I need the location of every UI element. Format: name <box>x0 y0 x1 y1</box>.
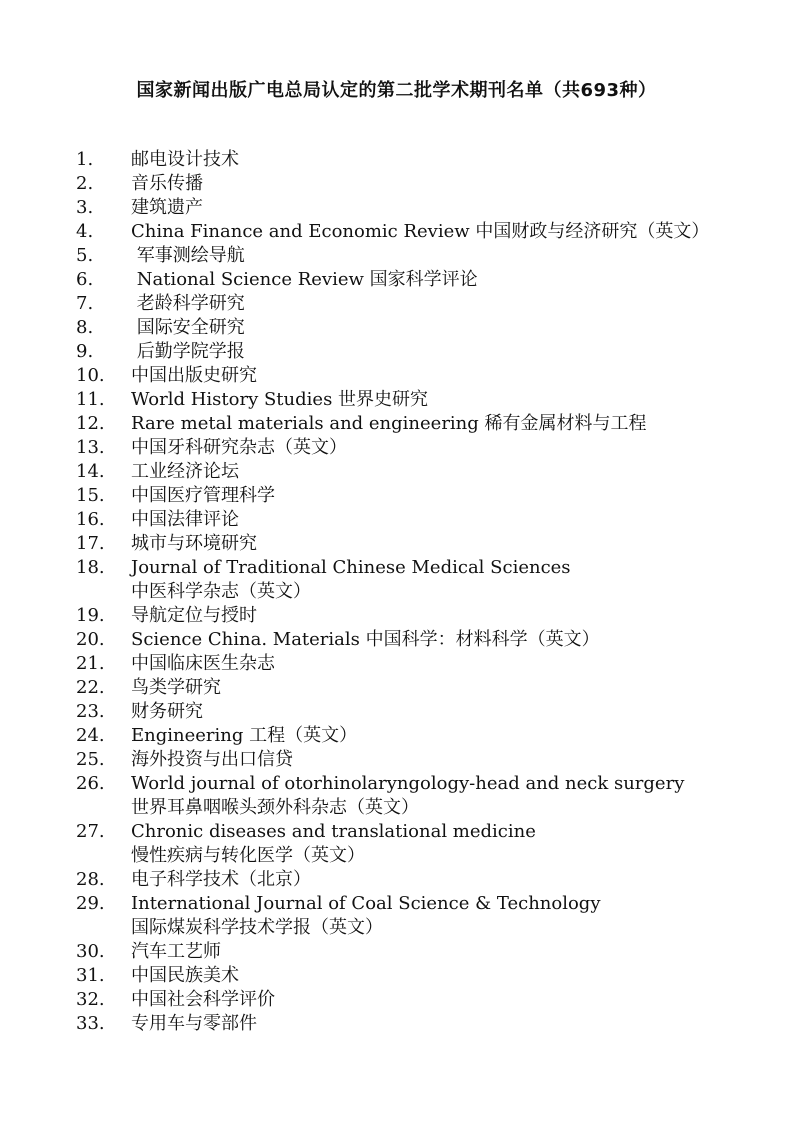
list-item <box>76 388 766 412</box>
list-item <box>76 436 766 460</box>
journal-title-line: 音乐传播 <box>131 173 203 194</box>
item-number: 15. <box>76 485 105 506</box>
item-number: 10. <box>76 365 105 386</box>
item-number: 5. <box>76 245 94 266</box>
list-item <box>76 748 766 772</box>
item-number: 17. <box>76 533 105 554</box>
journal-title-line-2: 慢性疾病与转化医学（英文） <box>131 845 365 866</box>
journal-title <box>131 748 766 772</box>
journal-title <box>131 412 766 436</box>
journal-title <box>131 172 766 196</box>
journal-title <box>131 220 766 244</box>
journal-title-line: Engineering 工程（英文） <box>131 725 358 746</box>
journal-title-line: 邮电设计技术 <box>131 149 239 170</box>
journal-title <box>131 340 766 364</box>
journal-title-line-2: 世界耳鼻咽喉头颈外科杂志（英文） <box>131 797 419 818</box>
journal-title <box>131 988 766 1012</box>
journal-title <box>131 604 766 628</box>
item-number: 1. <box>76 149 94 170</box>
journal-title-line-2: 国际煤炭科学技术学报（英文） <box>131 917 383 938</box>
item-number: 27. <box>76 821 105 842</box>
item-number: 4. <box>76 221 94 242</box>
journal-title <box>131 652 766 676</box>
item-number: 9. <box>76 341 94 362</box>
journal-title <box>131 700 766 724</box>
list-item <box>76 868 766 892</box>
journal-title <box>131 556 766 604</box>
list-item <box>76 484 766 508</box>
list-item <box>76 316 766 340</box>
journal-list <box>76 148 766 1036</box>
journal-title <box>131 268 766 292</box>
list-item <box>76 364 766 388</box>
list-item <box>76 148 766 172</box>
list-item <box>76 964 766 988</box>
item-number: 18. <box>76 557 105 578</box>
item-number: 3. <box>76 197 94 218</box>
journal-title-line: Chronic diseases and translational medicine <box>131 821 536 842</box>
journal-title <box>131 772 766 820</box>
item-number: 11. <box>76 389 105 410</box>
journal-title-line: 电子科学技术（北京） <box>131 869 311 890</box>
journal-title-line: 建筑遗产 <box>131 197 203 218</box>
journal-title-line: 鸟类学研究 <box>131 677 221 698</box>
item-number: 26. <box>76 773 105 794</box>
journal-title <box>131 508 766 532</box>
journal-title <box>131 964 766 988</box>
item-number: 28. <box>76 869 105 890</box>
journal-title <box>131 244 766 268</box>
journal-title-line: 国际安全研究 <box>131 317 245 338</box>
journal-title <box>131 1012 766 1036</box>
journal-title-line: 中国民族美术 <box>131 965 239 986</box>
list-item <box>76 676 766 700</box>
item-number: 13. <box>76 437 105 458</box>
journal-title <box>131 364 766 388</box>
item-number: 32. <box>76 989 105 1010</box>
journal-title <box>131 940 766 964</box>
journal-title-line: 中国牙科研究杂志（英文） <box>131 437 347 458</box>
journal-title-line: 城市与环境研究 <box>131 533 257 554</box>
journal-title-line: Science China. Materials 中国科学：材料科学（英文） <box>131 629 600 650</box>
journal-title-line: World History Studies 世界史研究 <box>131 389 429 410</box>
journal-title <box>131 148 766 172</box>
item-number: 16. <box>76 509 105 530</box>
journal-title-line: 中国社会科学评价 <box>131 989 275 1010</box>
journal-title-line-2: 中医科学杂志（英文） <box>131 581 311 602</box>
list-item <box>76 604 766 628</box>
item-number: 25. <box>76 749 105 770</box>
journal-title-line: 工业经济论坛 <box>131 461 239 482</box>
list-item <box>76 172 766 196</box>
journal-title-line: Journal of Traditional Chinese Medical Sciences <box>131 557 571 578</box>
journal-title <box>131 628 766 652</box>
item-number: 29. <box>76 893 105 914</box>
item-number: 30. <box>76 941 105 962</box>
list-item <box>76 340 766 364</box>
item-number: 20. <box>76 629 105 650</box>
list-item <box>76 508 766 532</box>
item-number: 24. <box>76 725 105 746</box>
list-item <box>76 412 766 436</box>
journal-title <box>131 316 766 340</box>
journal-title-line: China Finance and Economic Review 中国财政与经济研究（英文） <box>131 221 710 242</box>
list-item <box>76 628 766 652</box>
journal-title-line: 汽车工艺师 <box>131 941 221 962</box>
journal-title-line: 中国临床医生杂志 <box>131 653 275 674</box>
journal-title-line: 后勤学院学报 <box>131 341 245 362</box>
item-number: 19. <box>76 605 105 626</box>
list-item <box>76 292 766 316</box>
list-item <box>76 700 766 724</box>
item-number: 12. <box>76 413 105 434</box>
list-item <box>76 892 766 940</box>
item-number: 6. <box>76 269 94 290</box>
list-item <box>76 820 766 868</box>
item-number: 14. <box>76 461 105 482</box>
journal-title <box>131 724 766 748</box>
list-item <box>76 460 766 484</box>
journal-title-line: 专用车与零部件 <box>131 1013 257 1034</box>
list-item <box>76 988 766 1012</box>
list-item <box>76 196 766 220</box>
journal-title-line: 海外投资与出口信贷 <box>131 749 293 770</box>
item-number: 21. <box>76 653 105 674</box>
journal-title-line: 军事测绘导航 <box>131 245 245 266</box>
item-number: 8. <box>76 317 94 338</box>
journal-title <box>131 292 766 316</box>
journal-title-line: World journal of otorhinolaryngology-head and neck surgery <box>131 773 685 794</box>
list-item <box>76 1012 766 1036</box>
list-item <box>76 940 766 964</box>
journal-title-line: International Journal of Coal Science & Technology <box>131 893 601 914</box>
journal-title <box>131 676 766 700</box>
list-item <box>76 652 766 676</box>
journal-title-line: 中国医疗管理科学 <box>131 485 275 506</box>
journal-title <box>131 436 766 460</box>
list-item <box>76 724 766 748</box>
journal-title-line: 财务研究 <box>131 701 203 722</box>
journal-title <box>131 196 766 220</box>
journal-title-line: 老龄科学研究 <box>131 293 245 314</box>
item-number: 7. <box>76 293 94 314</box>
journal-title-line: National Science Review 国家科学评论 <box>131 269 478 290</box>
journal-title-line: 中国出版史研究 <box>131 365 257 386</box>
list-item <box>76 244 766 268</box>
item-number: 23. <box>76 701 105 722</box>
journal-title <box>131 388 766 412</box>
item-number: 31. <box>76 965 105 986</box>
journal-title-line: 中国法律评论 <box>131 509 239 530</box>
journal-title <box>131 892 766 940</box>
list-item <box>76 220 766 244</box>
list-item <box>76 556 766 604</box>
item-number: 22. <box>76 677 105 698</box>
journal-title-line: Rare metal materials and engineering 稀有金属材料与工程 <box>131 413 647 434</box>
journal-title <box>131 820 766 868</box>
list-item <box>76 268 766 292</box>
journal-title <box>131 484 766 508</box>
item-number: 2. <box>76 173 94 194</box>
list-item <box>76 772 766 820</box>
journal-title <box>131 460 766 484</box>
page-title: 国家新闻出版广电总局认定的第二批学术期刊名单（共693种） <box>136 80 657 101</box>
list-item <box>76 532 766 556</box>
journal-title-line: 导航定位与授时 <box>131 605 257 626</box>
journal-title <box>131 868 766 892</box>
item-number: 33. <box>76 1013 105 1034</box>
journal-title <box>131 532 766 556</box>
